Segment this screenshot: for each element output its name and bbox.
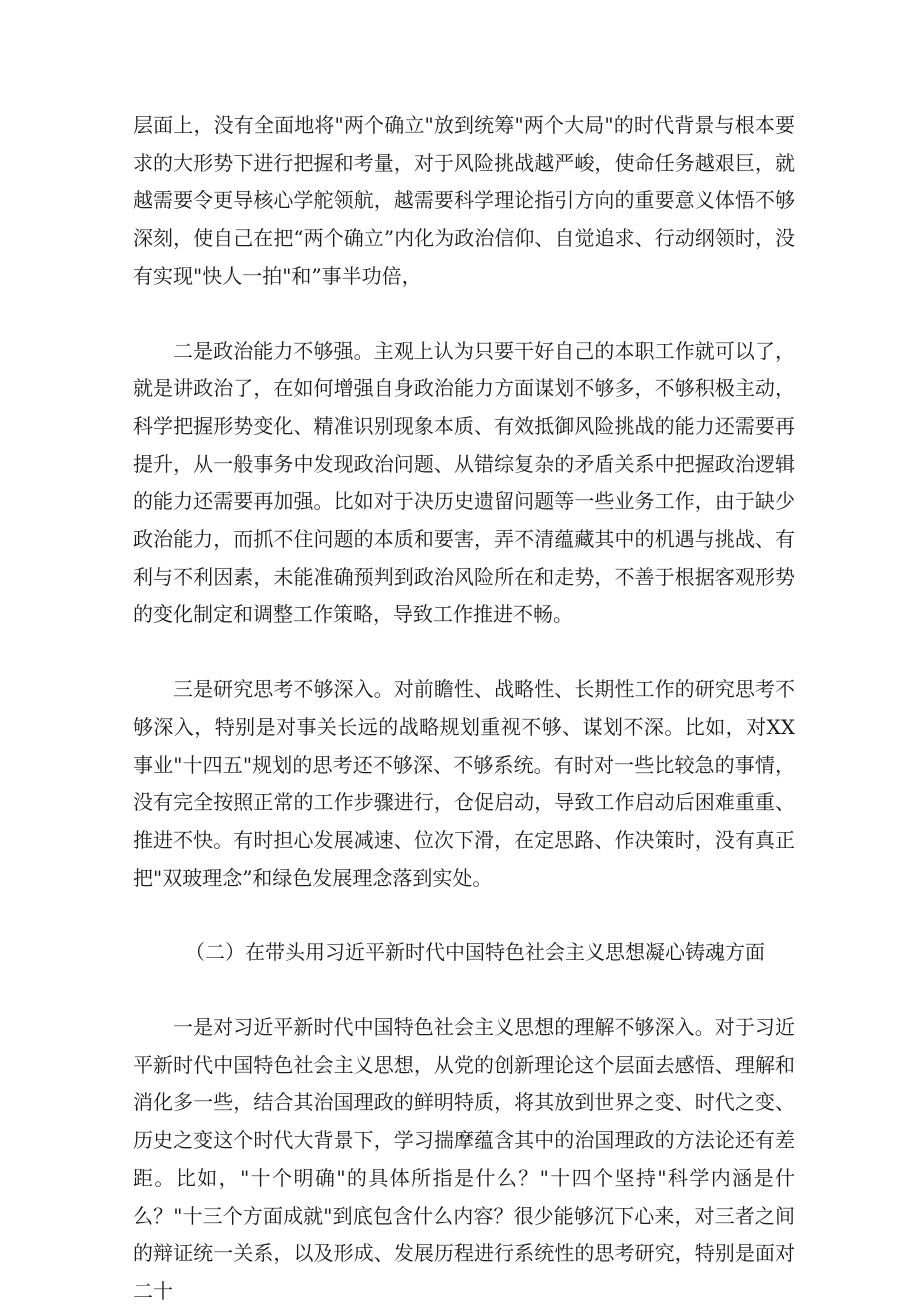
paragraph-research-thinking: 三是研究思考不够深入。对前瞻性、战略性、长期性工作的研究思考不够深入，特别是对事关长远的战略规划重视不够、谋划不深。比如，对XX事业"十四五"规划的思考还不够深、不够系统。有时对一些比较急的事情，没有完全按照正常的工作步骤进行，仓促启动，导致工作启动后困难重重、推进不快。有时担心发展减速、位次下滑，在定思路、作决策时，没有真正把"双玻理念”和绿色发展理念落到实处。 <box>133 677 795 890</box>
section-heading: （二）在带头用习近平新时代中国特色社会主义思想凝心铸魂方面 <box>185 940 765 965</box>
paragraph-political-ability: 二是政治能力不够强。主观上认为只要干好自己的本职工作就可以了，就是讲政治了，在如何增强自身政治能力方面谋划不够多，不够积极主动，科学把握形势变化、精准识别现象本质、有效抵御风险挑战的能力还需要再提升，从一般事务中发现政治问题、从错综复杂的矛盾关系中把握政治逻辑的能力还需要再加强。比如对于决历史遗留问题等一些业务工作，由于缺少政治能力，而抓不住问题的本质和要害，弄不清蕴藏其中的机遇与挑战、有利与不利因素，未能准确预判到政治风险所在和走势，不善于根据客观形势的变化制定和调整工作策略，导致工作推进不畅。 <box>133 338 795 627</box>
paragraph-continuation: 层面上，没有全面地将"两个确立"放到统筹"两个大局"的时代背景与根本要求的大形势下进行把握和考量，对于风险挑战越严峻，使命任务越艰巨，就越需要令更导核心学舵领航，越需要科学理论指引方向的重要意义体悟不够深刻，使自己在把“两个确立”内化为政治信仰、自觉追求、行动纲领时，没有实现"快人一拍"和”事半功倍， <box>133 113 795 288</box>
document-body <box>133 107 795 1311</box>
paragraph-understanding: 一是对习近平新时代中国特色社会主义思想的理解不够深入。对于习近平新时代中国特色社会主义思想，从党的创新理论这个层面去感悟、理解和消化多一些，结合其治国理政的鲜明特质，将其放到世界之变、时代之变、历史之变这个时代大背景下，学习揣摩蕴含其中的治国理政的方法论还有差距。比如，"十个明确"的具体所指是什么？"十四个坚持"科学内涵是什么？"十三个方面成就"到底包含什么内容？很少能够沉下心来，对三者之间的辩证统一关系，以及形成、发展历程进行系统性的思考研究，特别是面对二十 <box>133 1015 795 1303</box>
